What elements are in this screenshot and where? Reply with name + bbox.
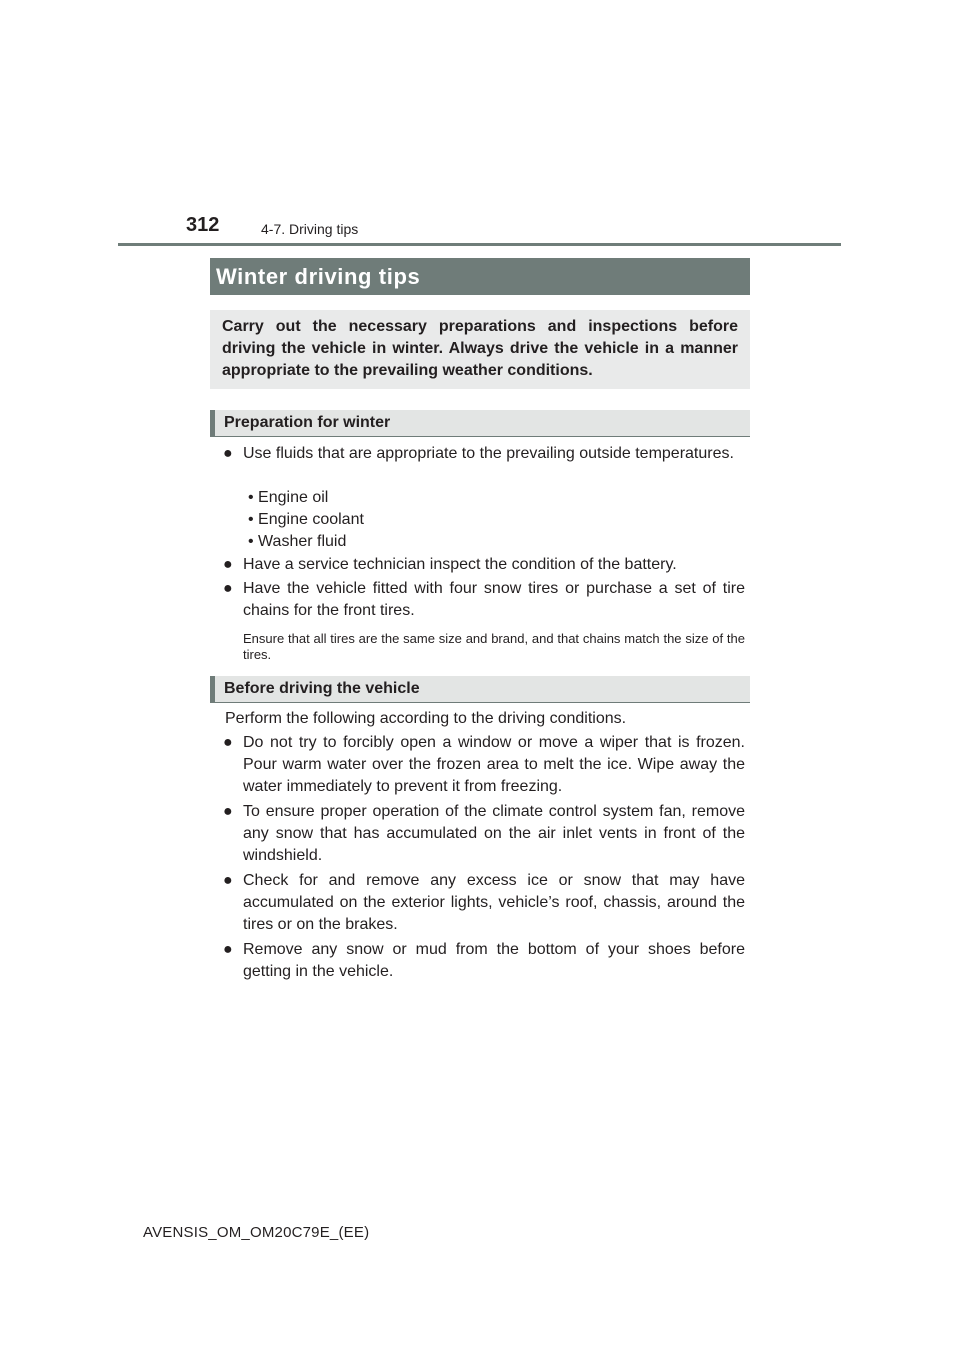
bullet-icon: ● — [223, 580, 233, 597]
bullet-icon: ● — [223, 445, 233, 462]
sub-list-item: • Washer fluid — [248, 533, 347, 550]
subheading-before-driving: Before driving the vehicle — [210, 676, 750, 703]
list-item-text: Remove any snow or mud from the bottom of your shoes before getting in the vehicle. — [243, 941, 745, 980]
list-item — [223, 732, 745, 798]
sub-list-item: • Engine oil — [248, 489, 329, 506]
list-item-text: Use fluids that are appropriate to the prevailing outside temperatures. — [243, 445, 734, 462]
subheading-preparation: Preparation for winter — [210, 410, 750, 437]
list-item-text: Check for and remove any excess ice or snow that may have accumulated on the exterior lights, vehicle’s roof, chassis, around the tires or on the brakes. — [243, 872, 745, 933]
list-item-text: Have the vehicle fitted with four snow tires or purchase a set of tire chains for the front tires. — [243, 580, 745, 619]
bullet-icon: ● — [223, 941, 233, 958]
intro-text: Carry out the necessary preparations and inspections before driving the vehicle in winter. Always drive the vehicle in a manner appropriate to the prevailing weather conditions. — [222, 318, 738, 379]
page-number: 312 — [186, 214, 220, 236]
list-item — [223, 870, 745, 936]
bullet-icon: ● — [223, 803, 233, 820]
lead-text: Perform the following according to the driving conditions. — [225, 710, 627, 727]
note-text: Ensure that all tires are the same size and brand, and that chains match the size of the tires. — [243, 631, 745, 662]
sub-list-item: • Engine coolant — [248, 511, 364, 528]
list-item — [223, 578, 745, 622]
list-item — [223, 554, 745, 576]
bullet-icon: ● — [223, 734, 233, 751]
section-breadcrumb: 4-7. Driving tips — [261, 221, 359, 237]
header-divider — [118, 243, 841, 246]
list-item-text: Have a service technician inspect the condition of the battery. — [243, 556, 677, 573]
bullet-icon: ● — [223, 872, 233, 889]
bullet-icon: ● — [223, 556, 233, 573]
intro-box — [210, 310, 750, 389]
list-item-text: Do not try to forcibly open a window or move a wiper that is frozen. Pour warm water over the frozen area to melt the ice. Wipe away the water immediately to prevent it from freezing. — [243, 734, 745, 795]
list-item — [223, 801, 745, 867]
document-id-footer: AVENSIS_OM_OM20C79E_(EE) — [143, 1224, 370, 1241]
page-title: Winter driving tips — [210, 258, 750, 295]
list-item-text: To ensure proper operation of the climate control system fan, remove any snow that has accumulated on the air inlet vents in front of the windshield. — [243, 803, 745, 864]
list-item — [223, 443, 745, 465]
list-item — [223, 939, 745, 983]
